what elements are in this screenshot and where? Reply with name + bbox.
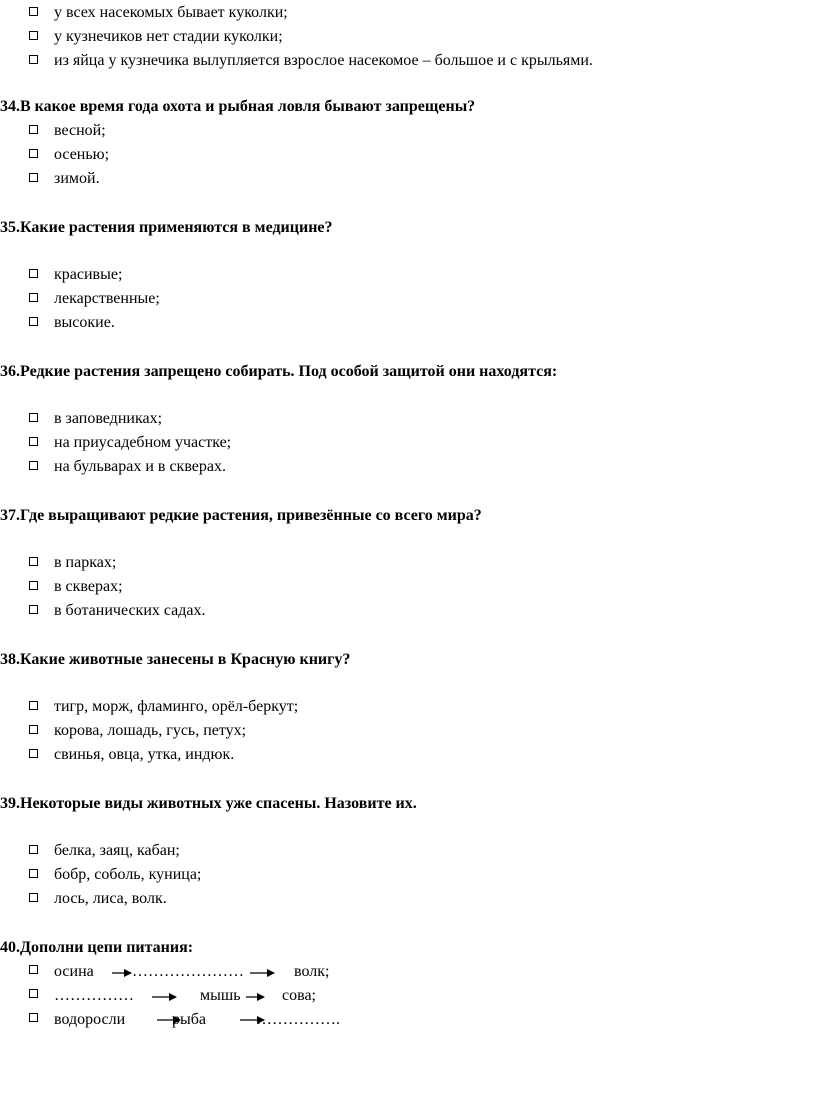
question-title: 37.Где выращивают редкие растения, привезённые со всего мира? bbox=[0, 507, 482, 524]
option-text: тигр, морж, фламинго, орёл-беркут; bbox=[54, 698, 299, 715]
option-text: лось, лиса, волк. bbox=[54, 890, 167, 907]
question-title: 35.Какие растения применяются в медицине? bbox=[0, 219, 333, 236]
option-text: лекарственные; bbox=[54, 290, 160, 307]
question-title: 39.Некоторые виды животных уже спасены. Назовите их. bbox=[0, 795, 417, 812]
option-text: свинья, овца, утка, индюк. bbox=[54, 746, 235, 763]
chain-item: сова; bbox=[282, 987, 316, 1004]
option-text: на приусадебном участке; bbox=[54, 434, 232, 451]
option-text: у всех насекомых бывает куколки; bbox=[54, 4, 288, 21]
chain-item: водоросли bbox=[54, 1011, 126, 1028]
option-text: весной; bbox=[54, 122, 106, 139]
question-title: 36.Редкие растения запрещено собирать. Под особой защитой они находятся: bbox=[0, 363, 558, 380]
option-text: в заповедниках; bbox=[54, 410, 163, 427]
option-text: белка, заяц, кабан; bbox=[54, 842, 180, 859]
chain-item: волк; bbox=[294, 963, 330, 980]
option-text: зимой. bbox=[54, 170, 100, 187]
chain-item: осина bbox=[54, 963, 94, 980]
option-text: у кузнечиков нет стадии куколки; bbox=[54, 28, 283, 45]
chain-blank[interactable]: ……………. bbox=[256, 1011, 340, 1028]
chain-item: рыба bbox=[172, 1011, 206, 1028]
chain-blank[interactable]: …………… bbox=[54, 987, 134, 1004]
option-text: в парках; bbox=[54, 554, 117, 571]
question-title: 40.Дополни цепи питания: bbox=[0, 939, 194, 956]
option-text: осенью; bbox=[54, 146, 110, 163]
question-title: 38.Какие животные занесены в Красную книгу? bbox=[0, 651, 351, 668]
question-title: 34.В какое время года охота и рыбная ловля бывают запрещены? bbox=[0, 98, 476, 115]
option-text: корова, лошадь, гусь, петух; bbox=[54, 722, 247, 739]
option-text: бобр, соболь, куница; bbox=[54, 866, 202, 883]
option-text: на бульварах и в скверах. bbox=[54, 458, 226, 475]
option-text: из яйца у кузнечика вылупляется взрослое насекомое – большое и с крыльями. bbox=[54, 52, 593, 69]
option-text: в ботанических садах. bbox=[54, 602, 206, 619]
chain-blank[interactable]: ………………… bbox=[132, 963, 244, 980]
option-text: высокие. bbox=[54, 314, 115, 331]
option-text: в скверах; bbox=[54, 578, 123, 595]
option-text: красивые; bbox=[54, 266, 123, 283]
chain-item: мышь bbox=[200, 987, 241, 1004]
